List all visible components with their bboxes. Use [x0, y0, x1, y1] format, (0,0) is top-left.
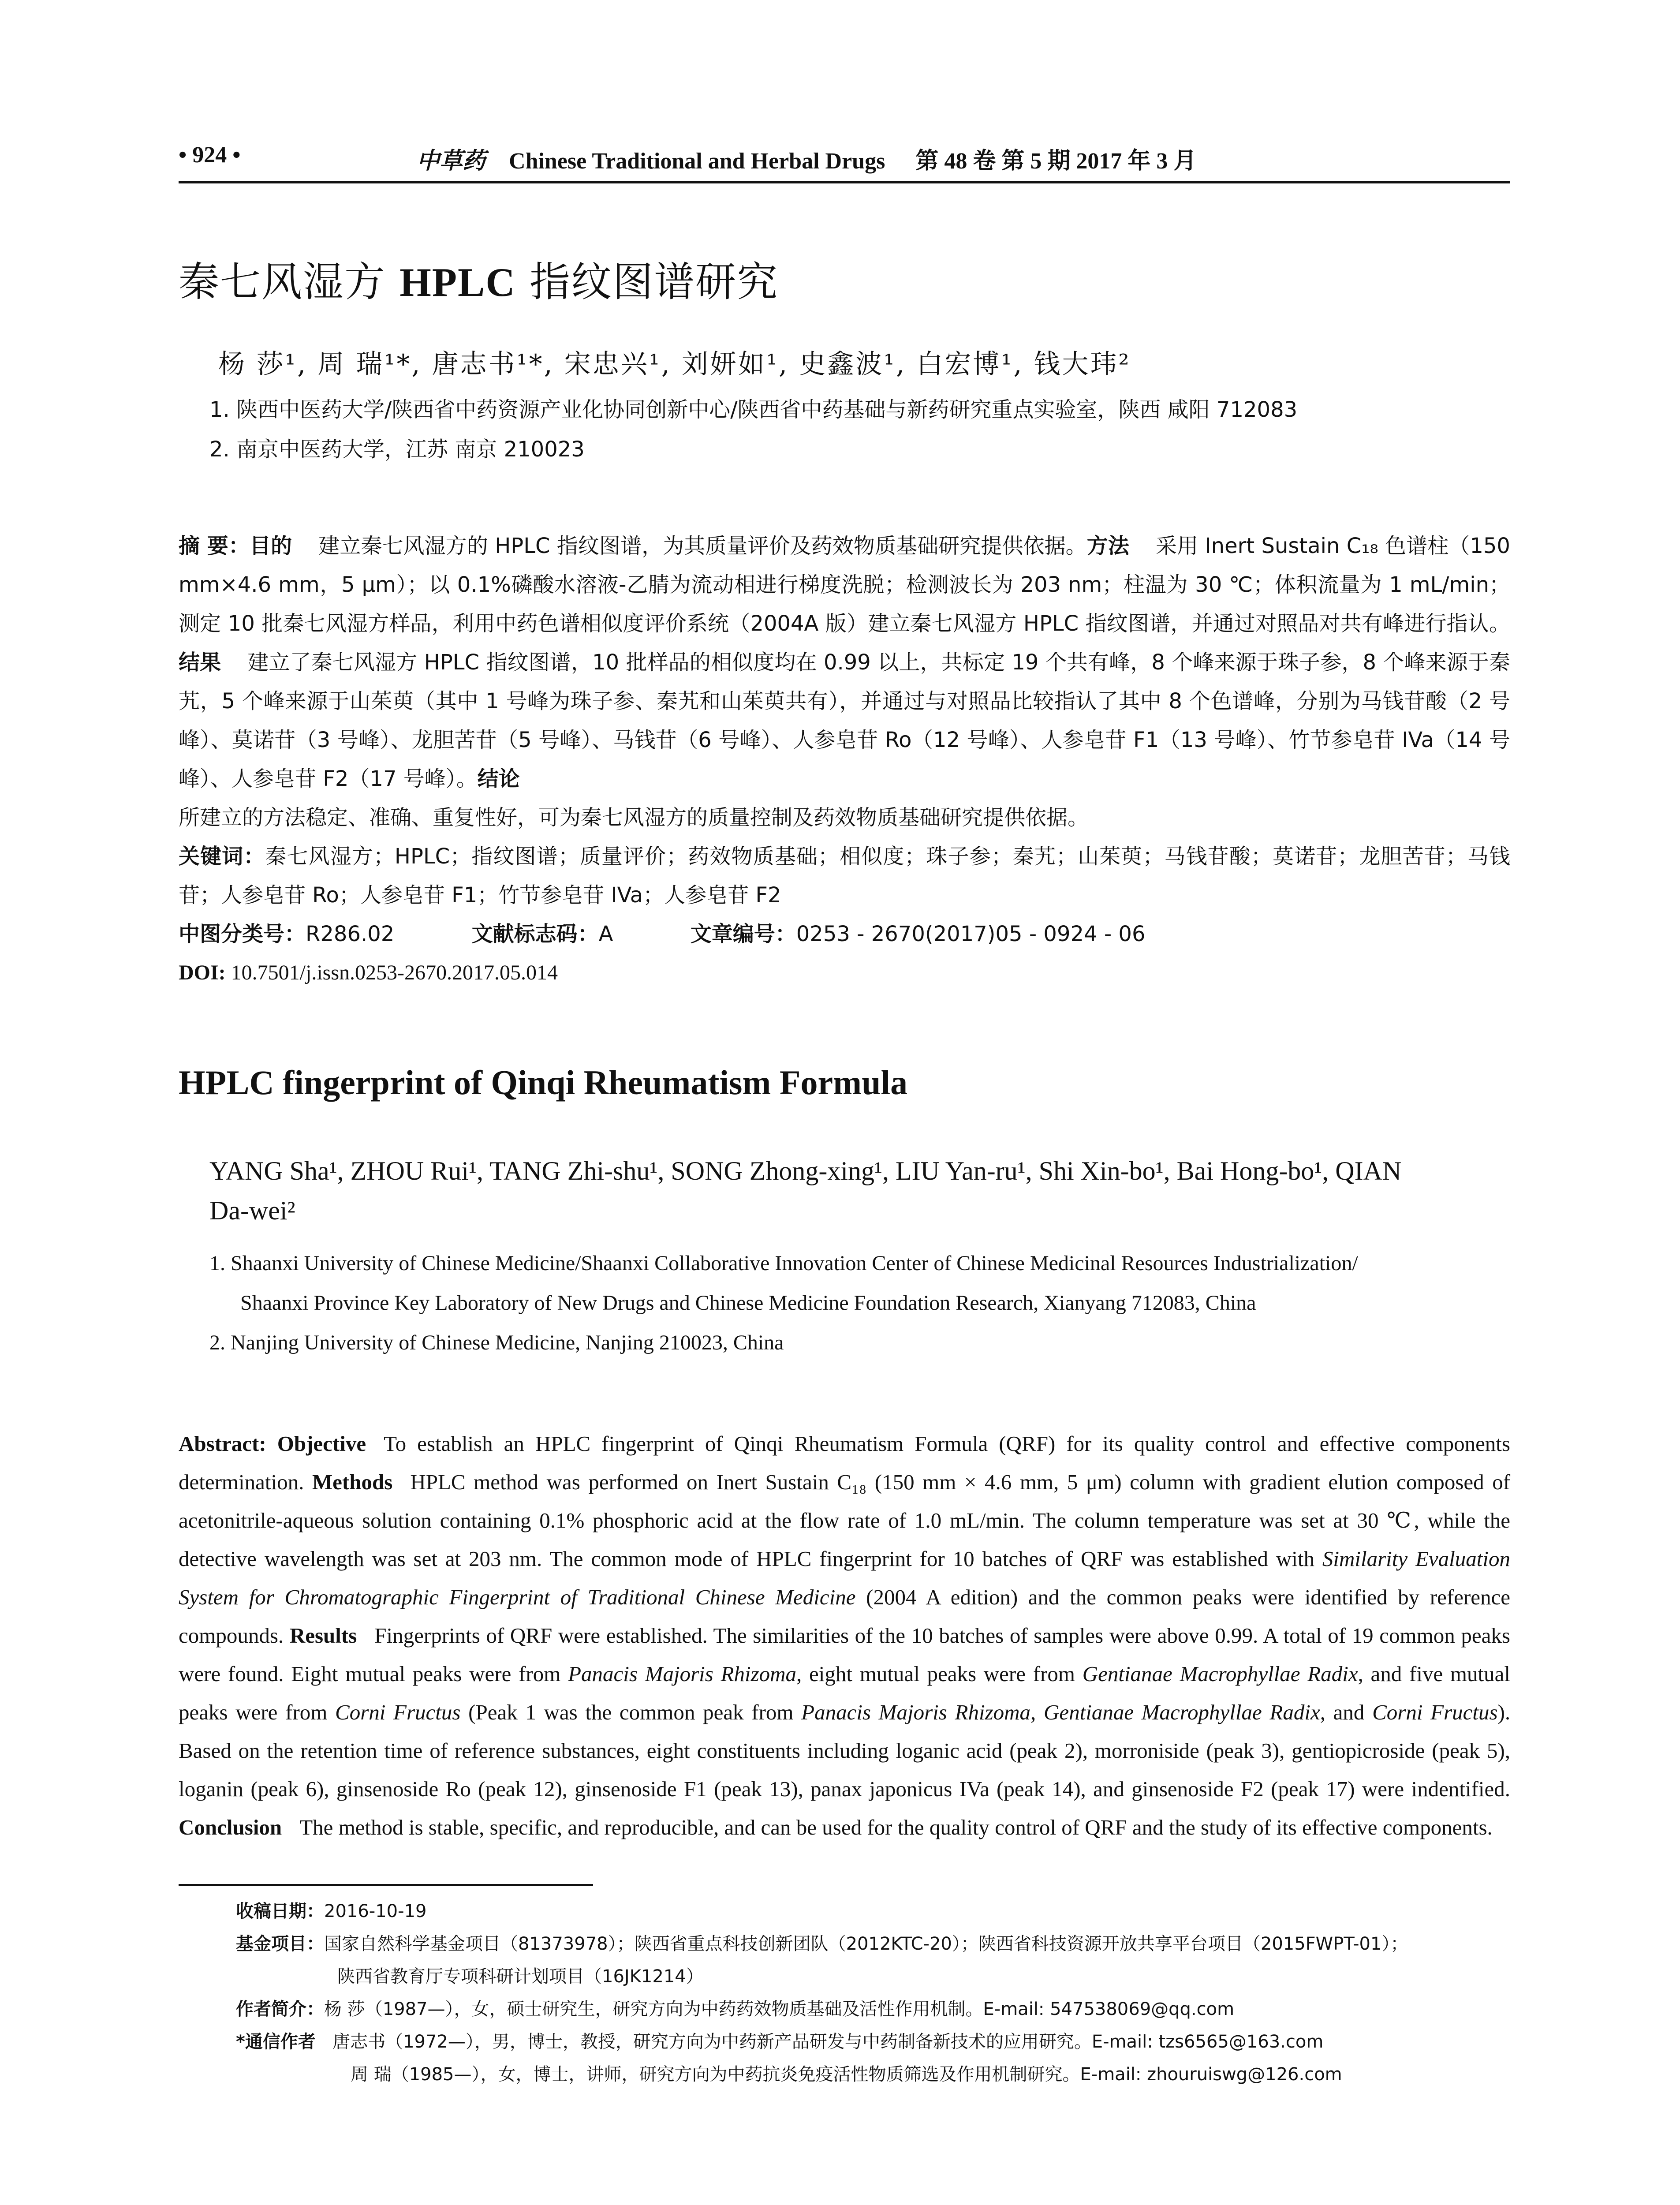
results-zh: 建立了秦七风湿方 HPLC 指纹图谱，10 批样品的相似度均在 0.99 以上，共标定 19 个共有峰，8 个峰来源于珠子参，8 个峰来源于秦艽，5 个峰来源于山茱萸（其中 1 号峰为珠子参、秦艽和山茱萸共有），并通过与对照品比较指认了其中 8 个色谱峰，分别为马钱苷酸（2 号峰）、莫诺苷（3 号峰）、龙胆苦苷（5 号峰）、马钱苷（6 号峰）、人参皂苷 Ro（12 号峰）、人参皂苷 F1（13 号峰）、竹节参皂苷 IVa（14 号峰）、人参皂苷 F2（17 号峰）。 [179, 650, 1510, 791]
objective-en: To establish an HPLC fingerprint of Qinqi Rheumatism Formula (QRF) for its quality control and effective components determination. [179, 1431, 1510, 1494]
title-en: HPLC fingerprint of Qinqi Rheumatism Formula [179, 1063, 908, 1102]
conclusion-zh: 所建立的方法稳定、准确、重复性好，可为秦七风湿方的质量控制及药效物质基础研究提供依据。 [179, 805, 1089, 830]
methods-zh-label: 方法 [1086, 534, 1129, 558]
objective-zh: 建立秦七风湿方的 HPLC 指纹图谱，为其质量评价及药效物质基础研究提供依据。 [318, 534, 1087, 558]
article-number: 0253 - 2670(2017)05 - 0924 - 06 [796, 922, 1146, 946]
abstract-en: Abstract: Objective To establish an HPLC fingerprint of Qinqi Rheumatism Formula (QRF) for its quality control and effective components determination. Methods HPLC method was performed on Inert Sustain C₁₈ (150 mm × 4.6 mm, 5 μm) column with gradient elution composed of acetonitrile-aqueous solution containing 0.1% phosphoric acid at the flow rate of 1.0 mL/min. The column temperature was set at 30 ℃, while the detective wavelength was set at 203 nm. The common mode of HPLC fingerprint for 10 batches of QRF was established with Similarity Evaluation System for Chromatographic Fingerprint of Traditional Chinese Medicine (2004 A edition) and the common peaks were identified by reference compounds. Results Fingerprints of QRF were established. The similarities of the 10 batches of samples were above 0.99. A total of 19 common peaks were found. Eight mutual peaks were from Panacis Majoris Rhizoma, eight mutual peaks were from Gentianae Macrophyllae Radix, and five mutual peaks were from Corni Fructus (Peak 1 was the common peak from Panacis Majoris Rhizoma, Gentianae Macrophyllae Radix, and Corni Fructus). Based on the retention time of reference substances, eight constituents including loganic acid (peak 2), morroniside (peak 3), gentiopicroside (peak 5), loganin (peak 6), ginsenoside Ro (peak 12), ginsenoside F1 (peak 13), panax japonicus IVa (peak 14), and ginsenoside F2 (peak 17) were indentified. Conclusion The method is stable, specific, and reproducible, and can be used for the quality control of QRF and the study of its effective components. [179, 1431, 1511, 1839]
clc-number: R286.02 [306, 922, 395, 946]
objective-zh-label: 目的 [250, 534, 292, 558]
conclusion-zh-label: 结论 [477, 766, 520, 791]
keywords-zh: 关键词：秦七风湿方；HPLC；指纹图谱；质量评价；药效物质基础；相似度；珠子参；秦艽；山茱萸；马钱苷酸；莫诺苷；龙胆苦苷；马钱苷；人参皂苷 Ro；人参皂苷 F1；竹节参皂苷 IVa；人参皂苷 F2 [179, 844, 1510, 908]
conclusion-en: The method is stable, specific, and reproducible, and can be used for the quality control of QRF and the study of its effective components. [299, 1815, 1493, 1839]
methods-zh: 采用 Inert Sustain C₁₈ 色谱柱（150 mm×4.6 mm，5 μm）；以 0.1%磷酸水溶液-乙腈为流动相进行梯度洗脱；检测波长为 203 nm；柱温为 30 ℃；体积流量为 1 mL/min；测定 10 批秦七风湿方样品，利用中药色谱相似度评价系统（2004A 版）建立秦七风湿方 HPLC 指纹图谱，并通过对照品对共有峰进行指认。 [179, 534, 1510, 636]
author-bio: 作者简介：杨 莎（1987—），女，硕士研究生，研究方向为中药药效物质基础及活性作用机制。E-mail: 547538069@qq.com [236, 1999, 1235, 2019]
results-en-label: Results [289, 1623, 357, 1648]
authors-en: YANG Sha¹, ZHOU Rui¹, TANG Zhi-shu¹, SONG Zhong-xing¹, LIU Yan-ru¹, Shi Xin-bo¹, Bai Hong-bo¹, QIAN Da-wei² [209, 1156, 1402, 1225]
doi-line: DOI: 10.7501/j.issn.0253-2670.2017.05.014 [179, 961, 558, 984]
affiliation-zh-2: 2. 南京中医药大学，江苏 南京 210023 [209, 437, 585, 462]
received-date: 收稿日期：2016-10-19 [236, 1901, 427, 1921]
results-zh-label: 结果 [179, 650, 221, 675]
abstract-zh-label: 摘 要： [179, 534, 250, 558]
footnote-divider [179, 1884, 593, 1886]
article-page [179, 132, 1510, 2091]
page-number: • 924 • [179, 142, 241, 168]
affiliation-en-1: 1. Shaanxi University of Chinese Medicine/Shaanxi Collaborative Innovation Center of Chinese Medicinal Resources Industrialization/ Shaanxi Province Key Laboratory of New Drugs and Chinese Medicine Foundation Research, Xianyang 712083, China [209, 1252, 1358, 1315]
journal-logo-zh: 中草药 [417, 148, 486, 174]
journal-name-en: Chinese Traditional and Herbal Drugs [509, 149, 885, 174]
footnotes [179, 1895, 1510, 2091]
title-zh: 秦七风湿方 HPLC 指纹图谱研究 [179, 258, 779, 306]
corresponding-author-2: 周 瑞（1985—），女，博士，讲师，研究方向为中药抗炎免疫活性物质筛选及作用机制研究。E-mail: zhouruiswg@126.com [351, 2064, 1342, 2085]
doi-link[interactable]: 10.7501/j.issn.0253-2670.2017.05.014 [231, 961, 558, 984]
fund-info-cont: 陕西省教育厅专项科研计划项目（16JK1214） [337, 1966, 704, 1987]
classification-line: 中图分类号：R286.02 文献标志码：A 文章编号：0253 - 2670(2017)05 - 0924 - 06 [179, 922, 1146, 946]
affiliations-en [179, 1244, 1510, 1363]
volume-issue: 第 48 卷 第 5 期 2017 年 3 月 [915, 149, 1197, 174]
abstract-en-label: Abstract: Objective [179, 1431, 366, 1456]
authors-zh: 杨 莎¹, 周 瑞¹*, 唐志书¹*, 宋忠兴¹, 刘妍如¹, 史鑫波¹, 白宏博¹, 钱大玮² [218, 349, 1131, 380]
affiliation-zh-1: 1. 陕西中医药大学/陕西省中药资源产业化协同创新中心/陕西省中药基础与新药研究重点实验室，陕西 咸阳 712083 [209, 397, 1298, 422]
conclusion-en-label: Conclusion [179, 1815, 282, 1839]
running-header [179, 132, 1510, 183]
journal-line [417, 142, 1196, 175]
abstract-zh [179, 527, 1510, 837]
fund-info: 基金项目：国家自然科学基金项目（81373978）；陕西省重点科技创新团队（2012KTC-20）；陕西省科技资源开放共享平台项目（2015FWPT-01）； [236, 1934, 1408, 1954]
corresponding-author: *通信作者 唐志书（1972—），男，博士，教授，研究方向为中药新产品研发与中药制备新技术的应用研究。E-mail: tzs6565@163.com [236, 2032, 1324, 2052]
affiliations-zh [179, 390, 1510, 469]
document-code: A [598, 922, 613, 946]
methods-en-label: Methods [312, 1470, 393, 1494]
affiliation-en-2: 2. Nanjing University of Chinese Medicine, Nanjing 210023, China [209, 1331, 784, 1354]
